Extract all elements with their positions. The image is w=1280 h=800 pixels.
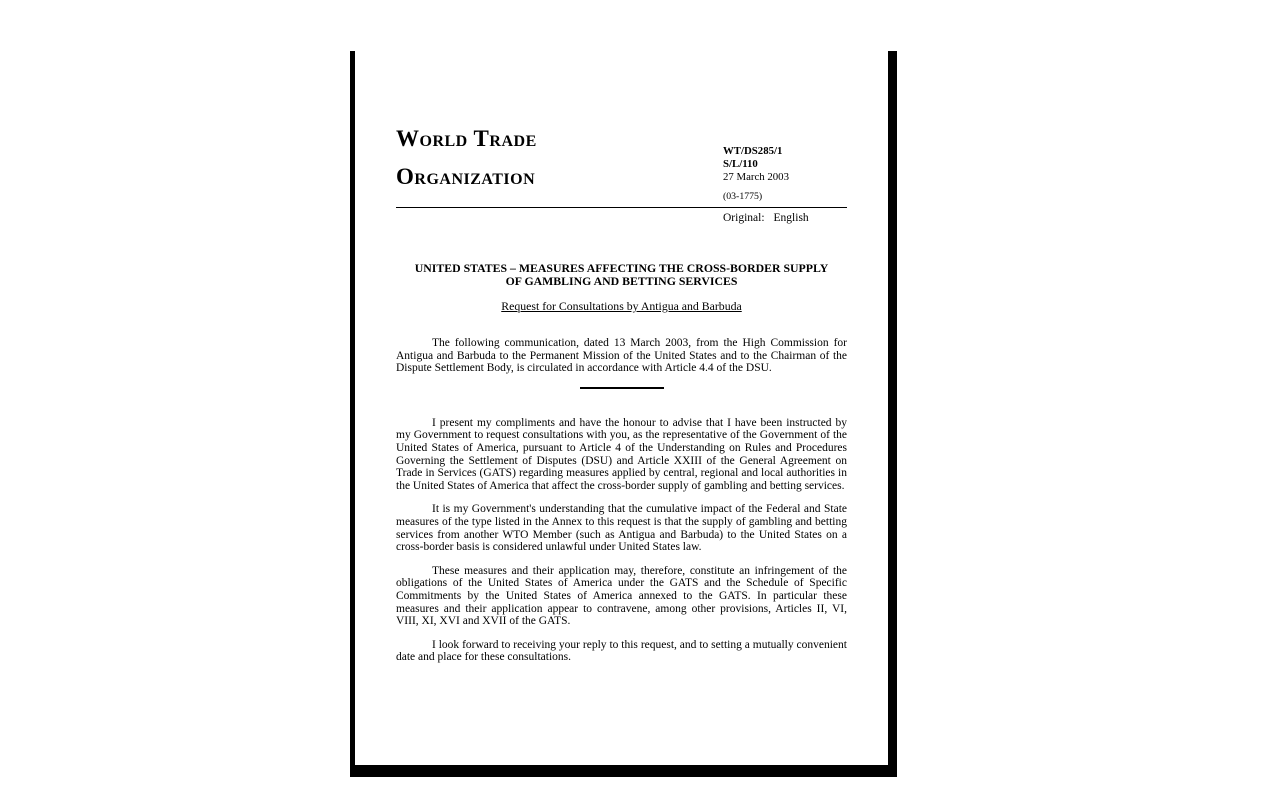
paragraph-government-understanding: It is my Government's understanding that the cumulative impact of the Federal and State measures of the type listed in the Annex to this request is that the supply of gambling and betting services from another WTO Member (such as Antigua and Barbuda) to the United States on a cross-border basis is considered unlawful under United States law. (396, 503, 847, 554)
paragraph-request-consultations: I present my compliments and have the honour to advise that I have been instructed by my Government to request consultations with you, as the representative of the Government of the United States of America, pursuant to Article 4 of the Understanding on Rules and Procedures Governing the Settlement of Disputes (DSU) and Article XXIII of the General Agreement on Trade in Services (GATS) regarding measures applied by central, regional and local authorities in the United States of America that affect the cross-border supply of gambling and betting services. (396, 416, 847, 492)
section-divider-rule (580, 387, 664, 389)
original-language-line (723, 212, 809, 225)
document-subtitle: Request for Consultations by Antigua and Barbuda (501, 299, 742, 313)
org-name-line2: Organization (396, 164, 536, 189)
document-title-line2: OF GAMBLING AND BETTING SERVICES (505, 274, 738, 288)
document-symbol-2: S/L/110 (723, 158, 758, 170)
document-title-line1: UNITED STATES – MEASURES AFFECTING THE CROSS-BORDER SUPPLY (414, 261, 829, 275)
paragraph-infringement: These measures and their application may, therefore, constitute an infringement of the obligations of the United States of America under the GATS and the Schedule of Specific Commitments by the United States of America annexed to the GATS. In particular these measures and their application appear to contravene, among other provisions, Articles II, VI, VIII, XI, XVI and XVII of the GATS. (396, 564, 847, 628)
document-page (350, 51, 897, 777)
paragraph-closing: I look forward to receiving your reply to this request, and to setting a mutually convenient date and place for these consultations. (396, 638, 847, 664)
document-title (396, 262, 847, 288)
document-symbol-1: WT/DS285/1 (723, 145, 783, 157)
document-ref-number: (03-1775) (723, 191, 763, 202)
document-body (396, 337, 847, 675)
header-divider-rule (396, 207, 847, 208)
org-name (396, 127, 537, 188)
paragraph-communication-note: The following communication, dated 13 March 2003, from the High Commission for Antigua and Barbuda to the Permanent Mission of the United States and to the Chairman of the Dispute Settlement Body, is circulated in accordance with Article 4.4 of the DSU. (396, 337, 847, 375)
original-label: Original: (723, 212, 765, 224)
original-value: English (773, 212, 809, 224)
document-date: 27 March 2003 (723, 171, 789, 183)
org-name-line1: World Trade (396, 126, 537, 151)
document-meta-block (723, 145, 853, 203)
